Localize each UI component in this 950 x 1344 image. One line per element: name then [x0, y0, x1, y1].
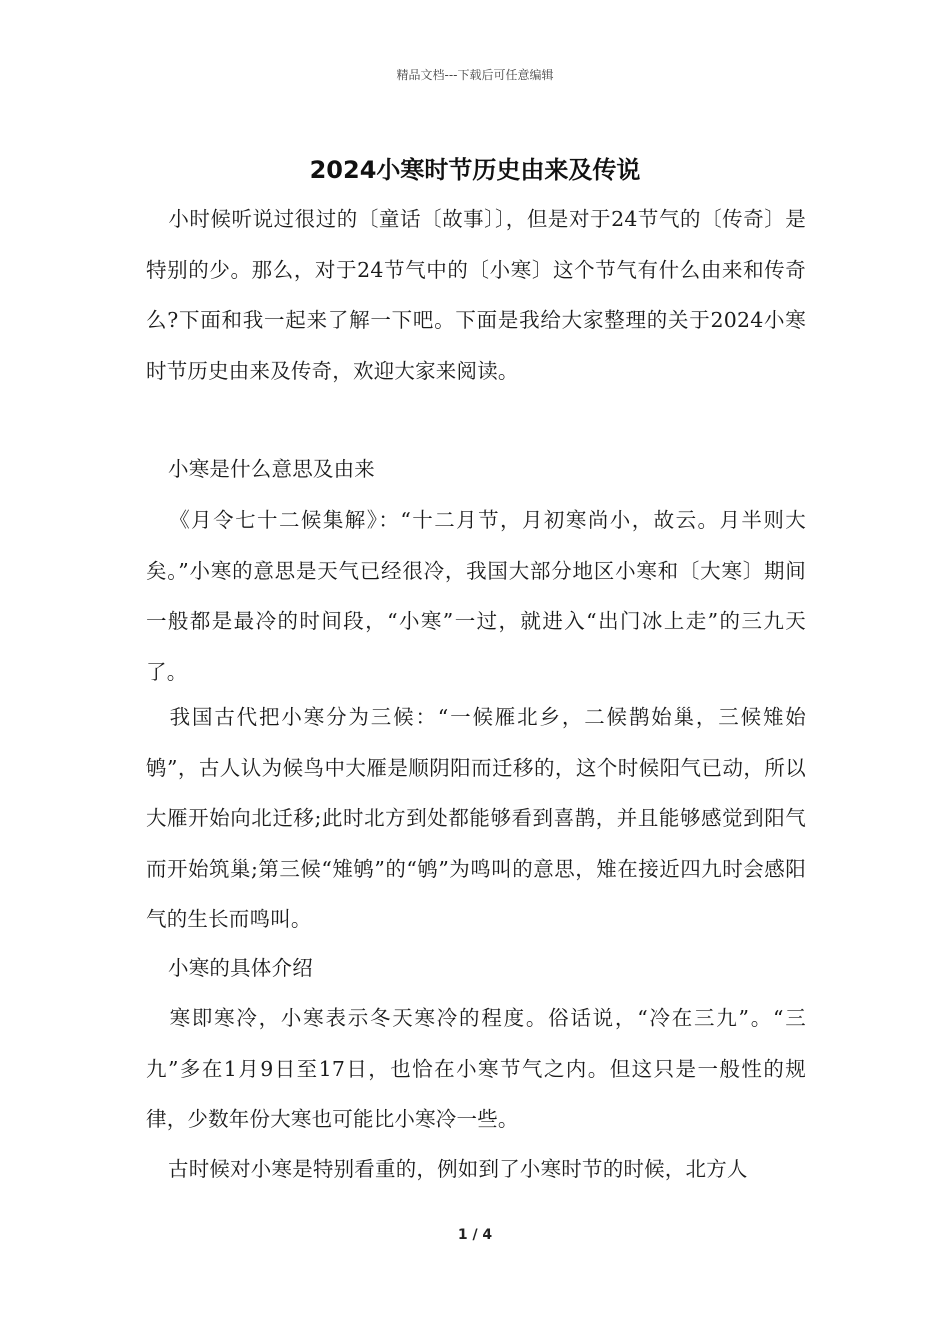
paragraph-three-phases [146, 692, 806, 945]
heading-text: 小寒是什么意思及由来 [168, 457, 375, 481]
section-heading-meaning [146, 444, 806, 495]
page-header: 精品文档---下载后可任意编辑 [396, 68, 554, 82]
paragraph-text: 小时候听说过很过的〔童话〔故事〕〕，但是对于24节气的〔传奇〕是特别的少。那么，对于24节气中的〔小寒〕这个节气有什么由来和传奇么?下面和我一起来了解一下吧。下面是我给大家整理的关于2024小寒时节历史由来及传奇，欢迎大家来阅读。 [146, 207, 806, 383]
paragraph-ancient-customs [146, 1144, 806, 1195]
intro-paragraph [146, 194, 806, 396]
section-heading-introduction [146, 943, 806, 994]
paragraph-text: 古时候对小寒是特别看重的，例如到了小寒时节的时候，北方人 [168, 1157, 748, 1181]
paragraph-cold-level [146, 993, 806, 1145]
paragraph-definition [146, 495, 806, 697]
heading-text: 小寒的具体介绍 [168, 956, 313, 980]
paragraph-text: 《月令七十二候集解》：“十二月节，月初寒尚小，故云。月半则大矣。”小寒的意思是天气已经很冷，我国大部分地区小寒和〔大寒〕期间一般都是最冷的时间段，“小寒”一过，就进入“出门冰上走”的三九天了。 [146, 508, 806, 684]
paragraph-text: 我国古代把小寒分为三候：“一候雁北乡，二候鹊始巢，三候雉始鸲”，古人认为候鸟中大雁是顺阴阳而迁移的，这个时候阳气已动，所以大雁开始向北迁移;此时北方到处都能够看到喜鹊，并且能够感觉到阳气而开始筑巢;第三候“雉鸲”的“鸲”为鸣叫的意思，雉在接近四九时会感阳气的生长而鸣叫。 [146, 705, 806, 931]
paragraph-text: 寒即寒冷，小寒表示冬天寒冷的程度。俗话说，“冷在三九”。“三九”多在1月9日至17日，也恰在小寒节气之内。但这只是一般性的规律，少数年份大寒也可能比小寒冷一些。 [146, 1006, 806, 1131]
page-number: 1 / 4 [457, 1227, 493, 1243]
document-title: 2024小寒时节历史由来及传说 [309, 156, 641, 184]
